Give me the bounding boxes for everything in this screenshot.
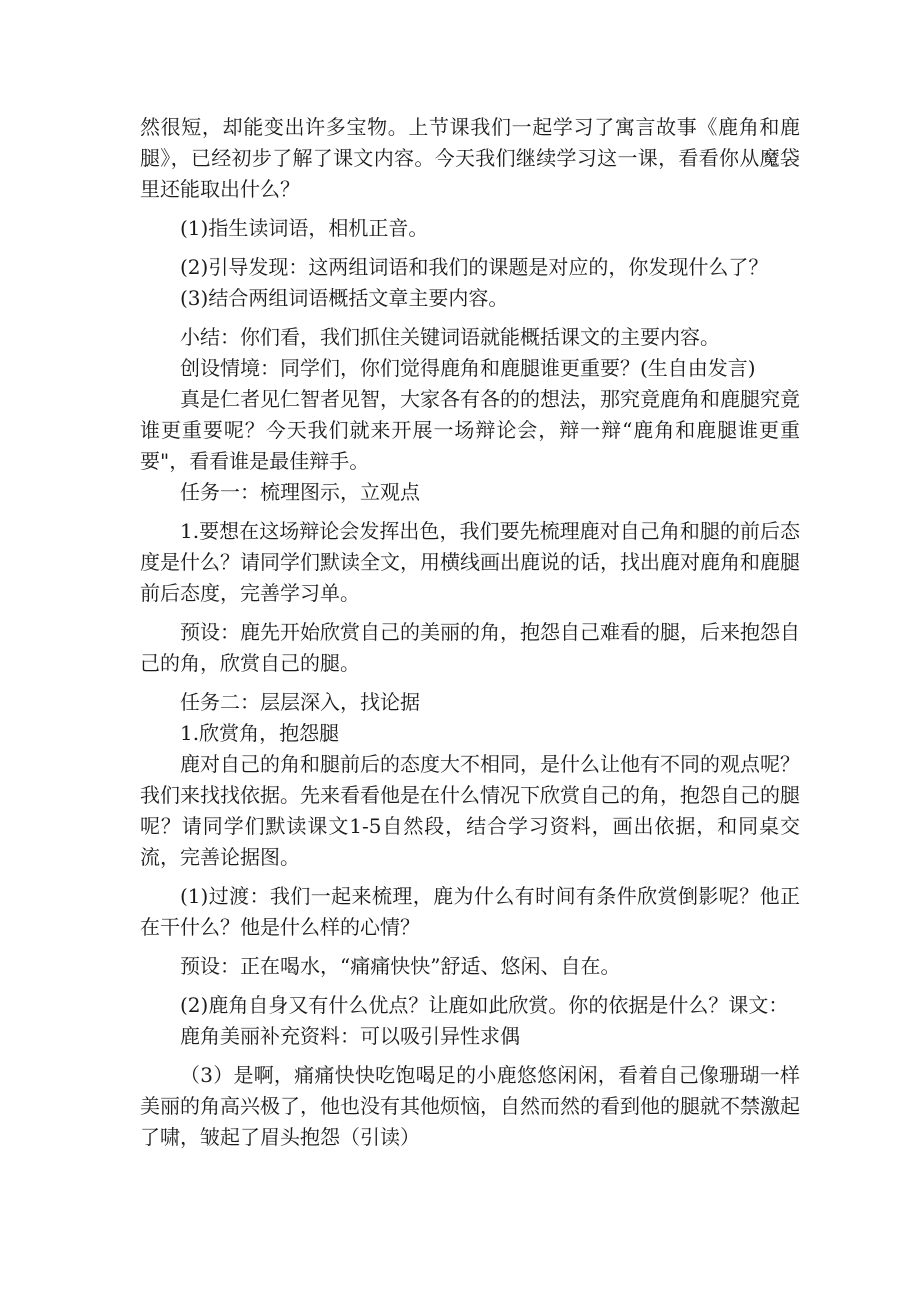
paragraph-task-2-body: 鹿对自己的角和腿前后的态度大不相同，是什么让他有不同的观点呢？我们来找找依据。先来看看他是在什么情况下欣赏自己的角，抱怨自己的腿呢？请同学们默读课文1-5自然段，结合学习资料，画出依据，和同桌交流，完善论据图。 <box>140 752 800 869</box>
paragraph-step-3: (3)结合两组词语概括文章主要内容。 <box>180 286 509 310</box>
paragraph-task-1-preset: 预设：鹿先开始欣赏自己的美丽的角，抱怨自己难看的腿，后来抱怨自己的角，欣赏自己的腿。 <box>140 620 800 675</box>
paragraph-task-1-item-1: 1.要想在这场辩论会发挥出色，我们要先梳理鹿对自己角和腿的前后态度是什么？请同学们默读全文，用横线画出鹿说的话，找出鹿对鹿角和鹿腿前后态度，完善学习单。 <box>140 519 800 605</box>
paragraph-task-2-preset: 预设：正在喝水，“痛痛快快”舒适、悠闲、自在。 <box>180 954 621 978</box>
document-page <box>140 112 800 1153</box>
paragraph-task-2-step-1: (1)过渡：我们一起来梳理，鹿为什么有时间有条件欣赏倒影呢？他正在干什么？他是什么样的心情？ <box>140 884 800 939</box>
paragraph-step-1: (1)指生读词语，相机正音。 <box>180 216 429 240</box>
paragraph-summary: 小结：你们看，我们抓住关键词语就能概括课文的主要内容。 <box>180 325 720 349</box>
paragraph-task-2-step-3: （3）是啊，痛痛快快吃饱喝足的小鹿悠悠闲闲，看着自己像珊瑚一样美丽的角高兴极了，他也没有其他烦恼，自然而然的看到他的腿就不禁激起了啸，皱起了眉头抱怨（引读） <box>140 1063 800 1149</box>
paragraph-supplement: 鹿角美丽补充资料：可以吸引异性求偶 <box>180 1024 520 1048</box>
paragraph-scenario: 创设情境：同学们，你们觉得鹿角和鹿腿谁更重要？(生自由发言) <box>180 356 756 380</box>
paragraph-task-2-step-2: (2)鹿角自身又有什么优点？让鹿如此欣赏。你的依据是什么？课文： <box>180 993 789 1017</box>
heading-task-1: 任务一：梳理图示，立观点 <box>180 480 420 504</box>
heading-task-2-item-1: 1.欣赏角，抱怨腿 <box>180 721 340 745</box>
paragraph-debate-intro: 真是仁者见仁智者见智，大家各有各的的想法，那究竟鹿角和鹿腿究竟谁更重要呢？今天我们就来开展一场辩论会，辩一辩“鹿角和鹿腿谁更重要"，看看谁是最佳辩手。 <box>140 387 800 473</box>
heading-task-2: 任务二：层层深入，找论据 <box>180 690 420 714</box>
paragraph-step-2: (2)引导发现：这两组词语和我们的课题是对应的，你发现什么了？ <box>180 255 769 279</box>
paragraph-intro-continued: 然很短，却能变出许多宝物。上节课我们一起学习了寓言故事《鹿角和鹿腿》，已经初步了解了课文内容。今天我们继续学习这一课，看看你从魔袋里还能取出什么？ <box>140 115 800 201</box>
